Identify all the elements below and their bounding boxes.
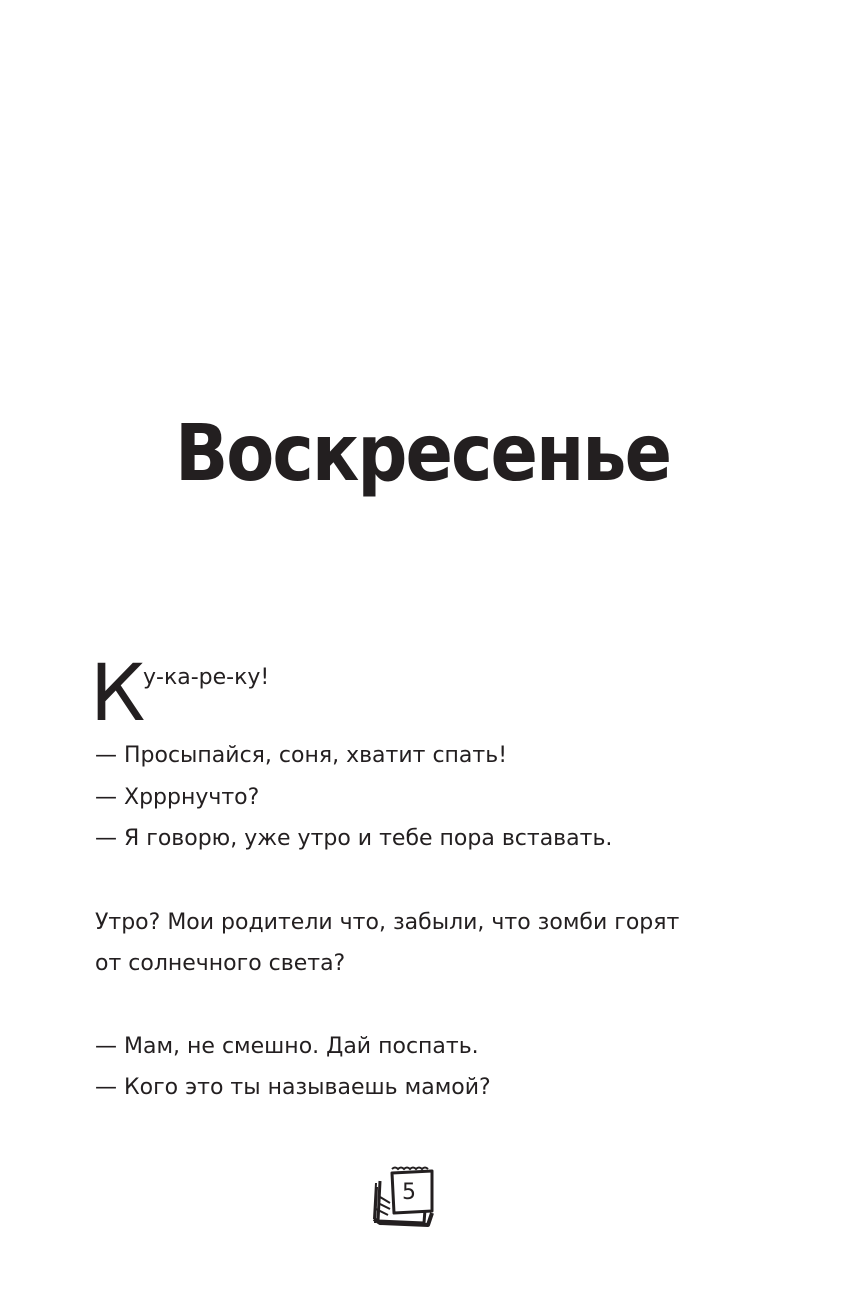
paragraph-line: от солнечного света? <box>95 951 346 976</box>
dialogue-line: — Хрррнучто? <box>95 785 260 810</box>
dialogue-line: — Кого это ты называешь мамой? <box>95 1075 491 1100</box>
dialogue-line: — Мам, не смешно. Дай поспать. <box>95 1034 479 1059</box>
chapter-title: Воскресенье <box>174 407 671 499</box>
opening-line-text: у-ка-ре-ку! <box>143 665 270 690</box>
drop-cap: К <box>90 649 146 739</box>
dialogue-line: — Я говорю, уже утро и тебе пора вставать. <box>95 826 613 851</box>
paragraph-line: Утро? Мои родители что, забыли, что зомби горят <box>95 910 680 935</box>
page-number: 5 <box>402 1180 416 1205</box>
dialogue-line: — Просыпайся, соня, хватит спать! <box>95 743 508 768</box>
